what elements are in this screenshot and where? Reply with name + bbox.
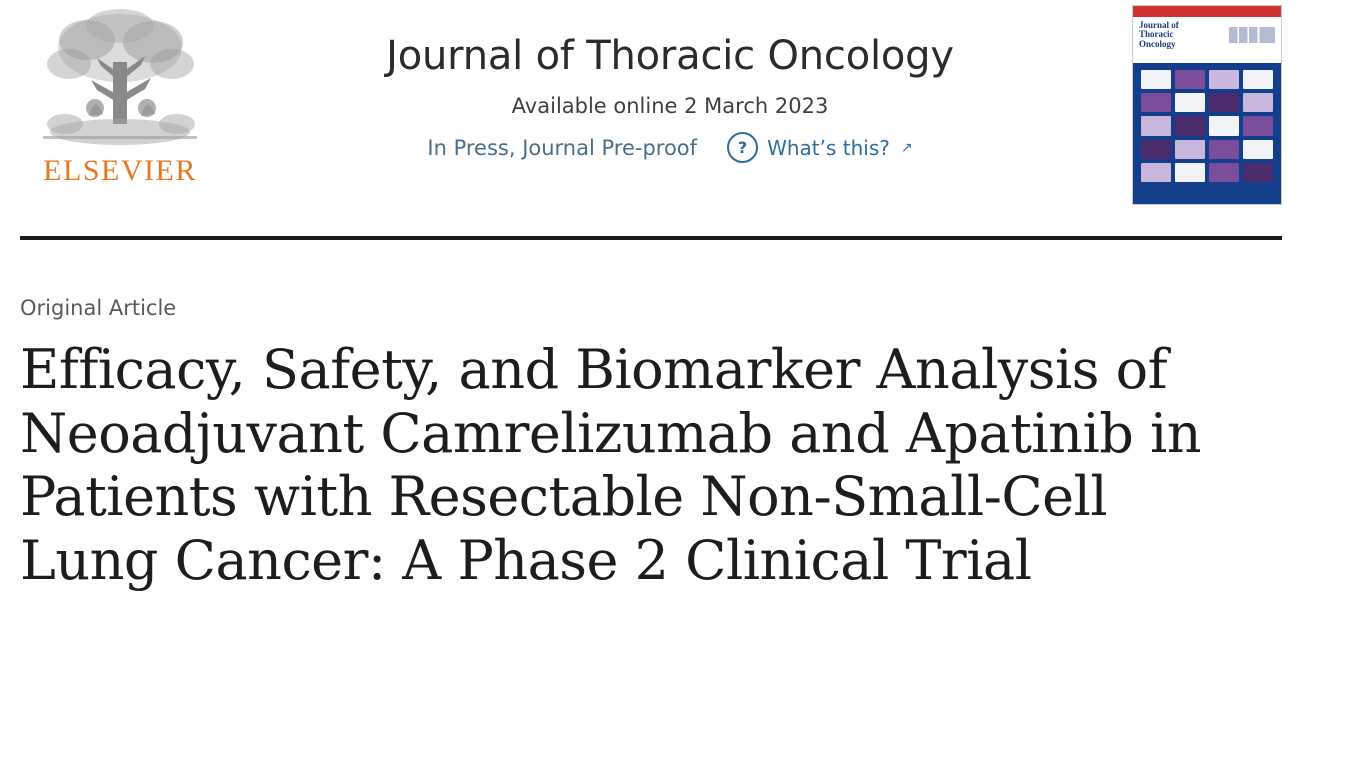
- publisher-wordmark: ELSEVIER: [43, 154, 197, 187]
- question-mark-circle-icon: ?: [727, 132, 758, 163]
- cover-grid-cell: [1175, 163, 1205, 182]
- cover-grid-cell: [1209, 116, 1239, 135]
- cover-publisher-mark-icon: [1229, 27, 1275, 43]
- journal-cover-thumbnail[interactable]: [1132, 5, 1282, 205]
- cover-grid-cell: [1141, 163, 1171, 182]
- availability-date: Available online 2 March 2023: [511, 94, 829, 118]
- journal-header: [0, 0, 1350, 232]
- cover-grid-cell: [1243, 93, 1273, 112]
- cover-grid-cell: [1243, 140, 1273, 159]
- cover-grid-cell: [1243, 116, 1273, 135]
- cover-artwork: [1133, 63, 1281, 205]
- article-head: [20, 296, 1290, 593]
- cover-grid-cell: [1243, 163, 1273, 182]
- cover-grid-cell: [1209, 93, 1239, 112]
- cover-grid-cell: [1141, 116, 1171, 135]
- cover-image-grid: [1141, 70, 1273, 182]
- whats-this-label: What’s this?: [767, 135, 890, 160]
- journal-info: [230, 34, 1110, 163]
- cover-grid-cell: [1141, 93, 1171, 112]
- journal-title: Journal of Thoracic Oncology: [386, 33, 954, 79]
- cover-grid-cell: [1243, 70, 1273, 89]
- page-title: Efficacy, Safety, and Biomarker Analysis of Neoadjuvant Camrelizumab and Apatinib in Patients with Resectable Non-Small-Cell Lung Cancer: A Phase 2 Clinical Trial: [20, 338, 1201, 593]
- cover-header-area: [1133, 17, 1281, 63]
- article-type-label: Original Article: [20, 296, 177, 320]
- cover-grid-cell: [1141, 140, 1171, 159]
- cover-grid-cell: [1175, 70, 1205, 89]
- cover-grid-cell: [1141, 70, 1171, 89]
- cover-grid-cell: [1209, 163, 1239, 182]
- cover-journal-name: Journal of Thoracic Oncology: [1139, 20, 1179, 49]
- elsevier-tree-icon: [25, 4, 215, 154]
- cover-grid-cell: [1209, 70, 1239, 89]
- external-link-arrow-icon: ↗: [900, 139, 913, 156]
- publisher-logo[interactable]: [20, 4, 220, 204]
- cover-top-bar: [1133, 6, 1281, 17]
- cover-grid-cell: [1175, 93, 1205, 112]
- cover-grid-cell: [1175, 116, 1205, 135]
- press-status-row: [230, 132, 1110, 163]
- cover-grid-cell: [1209, 140, 1239, 159]
- press-status: In Press, Journal Pre-proof: [427, 135, 698, 160]
- cover-grid-cell: [1175, 140, 1205, 159]
- whats-this-link[interactable]: [727, 132, 913, 163]
- header-divider: [20, 236, 1282, 240]
